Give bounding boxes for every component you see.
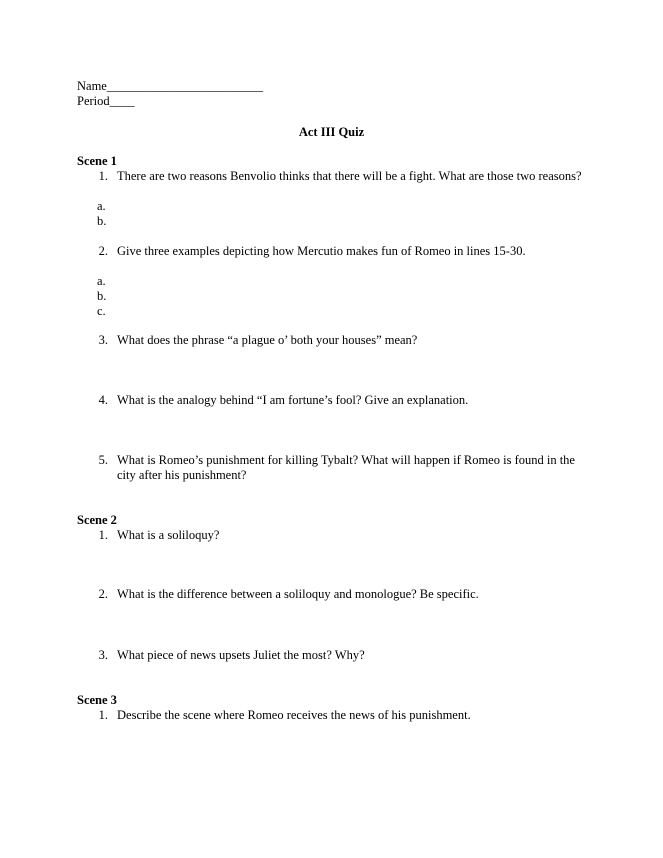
answer-label-b: b. [97,289,107,303]
scene-3-heading: Scene 3 [77,693,117,707]
question-text: What is Romeo’s punishment for killing Tybalt? What will happen if Romeo is found in the city after his punishment? [117,453,575,482]
name-field-line: Name_________________________ [77,79,264,93]
answer-label-c: c. [97,304,106,318]
question-number: 5. [98,453,108,467]
period-field-line: Period____ [77,94,135,108]
question-text: What is the difference between a soliloquy and monologue? Be specific. [117,587,479,601]
answer-label-b: b. [97,214,107,228]
question-text: Give three examples depicting how Mercutio makes fun of Romeo in lines 15-30. [117,244,526,258]
question-number: 3. [98,648,108,662]
question-number: 1. [98,528,108,542]
question-text: What does the phrase “a plague o’ both your houses” mean? [117,333,418,347]
question-number: 1. [98,169,108,183]
scene-1-heading: Scene 1 [77,154,117,168]
answer-label-a: a. [97,199,106,213]
question-number: 2. [98,244,108,258]
question-number: 2. [98,587,108,601]
question-number: 3. [98,333,108,347]
scene-2-heading: Scene 2 [77,513,117,527]
question-text: There are two reasons Benvolio thinks that there will be a fight. What are those two reasons? [117,169,582,183]
question-text: What is a soliloquy? [117,528,220,542]
question-text: What piece of news upsets Juliet the most? Why? [117,648,365,662]
question-number: 1. [98,708,108,722]
answer-label-a: a. [97,274,106,288]
quiz-title: Act III Quiz [298,125,365,139]
question-text: Describe the scene where Romeo receives the news of his punishment. [117,708,471,722]
question-text: What is the analogy behind “I am fortune’s fool? Give an explanation. [117,393,469,407]
question-number: 4. [98,393,108,407]
